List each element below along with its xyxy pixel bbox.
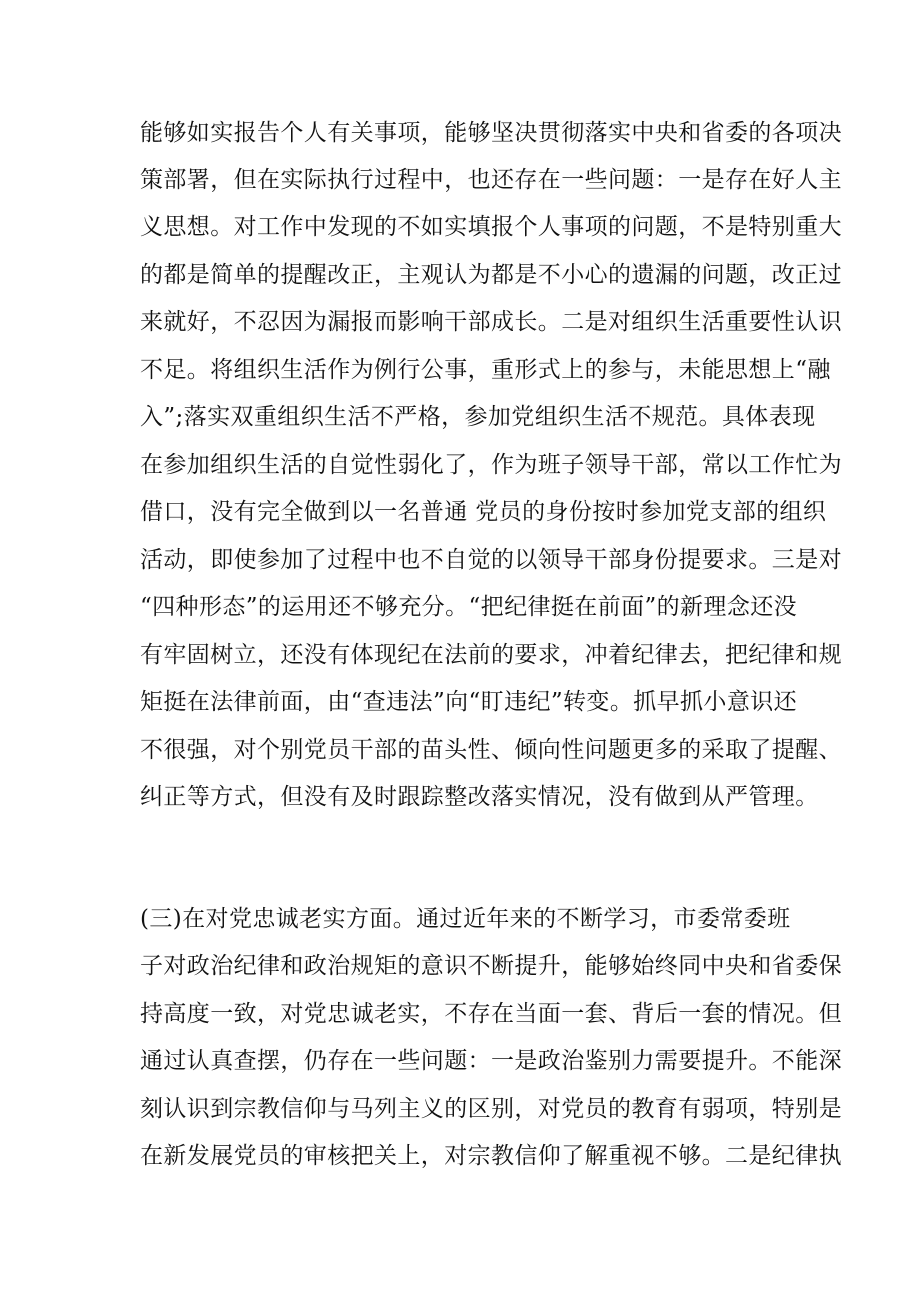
paragraph-line: 纠正等方式，但没有及时跟踪整改落实情况，没有做到从严管理。 (140, 784, 819, 810)
paragraph-line: 矩挺在法律前面，由“查违法”向“盯违纪”转变。抓早抓小意识还 (140, 689, 798, 715)
paragraph-line: 能够如实报告个人有关事项，能够坚决贯彻落实中央和省委的各项决 (140, 120, 842, 146)
paragraph-line: 入”;落实双重组织生活不严格，参加党组织生活不规范。具体表现 (140, 404, 816, 430)
paragraph-line: 刻认识到宗教信仰与马列主义的区别，对党员的教育有弱项，特别是 (140, 1096, 842, 1122)
paragraph-line: 不足。将组织生活作为例行公事，重形式上的参与，未能思想上“融 (140, 357, 831, 383)
paragraph-line: 持高度一致，对党忠诚老实，不存在当面一套、背后一套的情况。但 (140, 1001, 842, 1027)
paragraph-line: 不很强，对个别党员干部的苗头性、倾向性问题更多的采取了提醒、 (140, 737, 842, 763)
paragraph-line: 通过认真查摆，仍存在一些问题：一是政治鉴别力需要提升。不能深 (140, 1048, 842, 1074)
paragraph-line: 在参加组织生活的自觉性弱化了，作为班子领导干部，常以工作忙为 (140, 452, 842, 478)
paragraph-line: 子对政治纪律和政治规矩的意识不断提升，能够始终同中央和省委保 (140, 953, 842, 979)
paragraph-line: 有牢固树立，还没有体现纪在法前的要求，冲着纪律去，把纪律和规 (140, 642, 842, 668)
paragraph-line: “四种形态”的运用还不够充分。“把纪律挺在前面”的新理念还没 (140, 594, 798, 620)
paragraph-line: 来就好，不忍因为漏报而影响干部成长。二是对组织生活重要性认识 (140, 309, 842, 335)
paragraph-line: 义思想。对工作中发现的不如实填报个人事项的问题，不是特别重大 (140, 214, 842, 240)
paragraph-line: 借口，没有完全做到以一名普通 党员的身份按时参加党支部的组织 (140, 499, 827, 525)
paragraph-line: 在新发展党员的审核把关上，对宗教信仰了解重视不够。二是纪律执 (140, 1143, 842, 1169)
paragraph-line: 的都是简单的提醒改正，主观认为都是不小心的遗漏的问题，改正过 (140, 262, 842, 288)
paragraph-line: 活动，即使参加了过程中也不自觉的以领导干部身份提要求。三是对 (140, 547, 842, 573)
paragraph-line: (三)在对党忠诚老实方面。通过近年来的不断学习，市委常委班 (140, 906, 791, 932)
paragraph-line: 策部署，但在实际执行过程中，也还存在一些问题：一是存在好人主 (140, 167, 842, 193)
